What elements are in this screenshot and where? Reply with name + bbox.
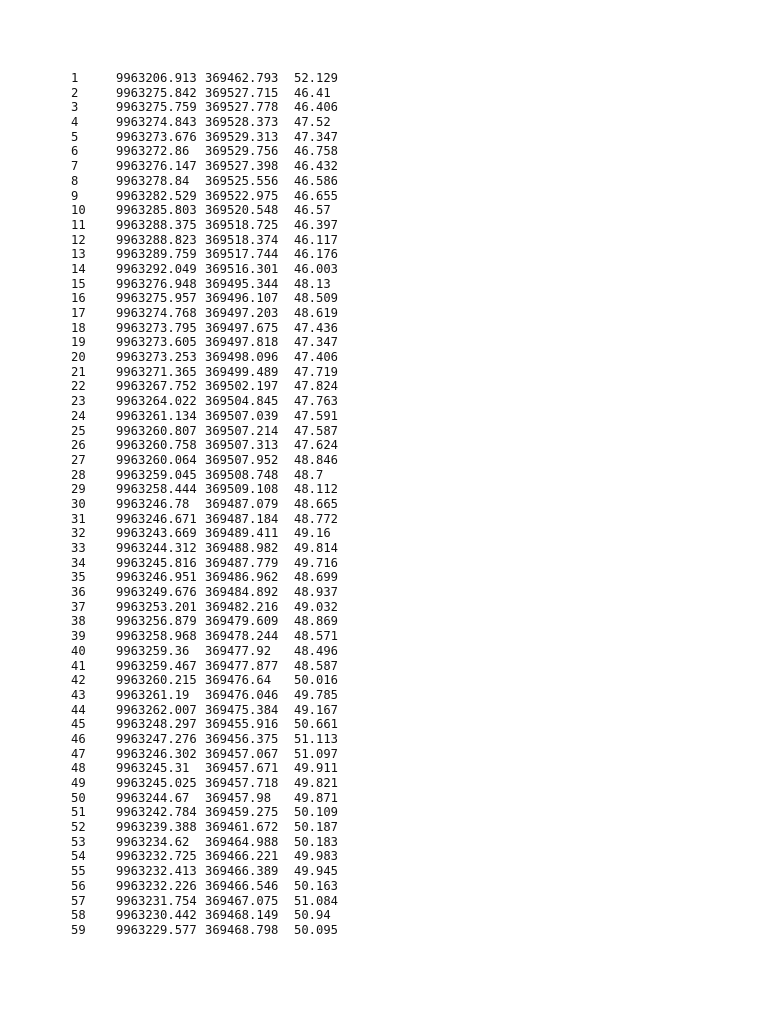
northing-cell: 9963230.442	[116, 908, 197, 923]
table-row	[71, 761, 354, 776]
easting-cell: 369517.744	[205, 247, 279, 262]
point-id-cell: 5	[71, 129, 79, 144]
elevation-cell: 51.084	[294, 893, 339, 908]
northing-cell: 9963258.444	[116, 482, 197, 497]
point-id-cell: 24	[71, 408, 86, 423]
point-id-cell: 28	[71, 467, 86, 482]
northing-cell: 9963231.754	[116, 893, 197, 908]
northing-cell: 9963273.253	[116, 350, 197, 365]
table-row	[71, 908, 354, 923]
elevation-cell: 49.814	[294, 541, 339, 555]
point-id-cell: 18	[71, 320, 86, 335]
elevation-cell: 47.587	[294, 423, 339, 438]
elevation-cell: 51.113	[294, 731, 339, 746]
table-row	[71, 262, 354, 277]
table-row	[71, 335, 354, 350]
table-row	[71, 879, 354, 894]
elevation-cell: 48.571	[294, 629, 339, 644]
easting-cell: 369522.975	[205, 188, 279, 203]
easting-cell: 369477.877	[205, 658, 279, 673]
elevation-cell: 46.003	[294, 261, 339, 276]
easting-cell: 369496.107	[205, 291, 279, 306]
northing-cell: 9963229.577	[116, 922, 197, 937]
elevation-cell: 50.661	[294, 717, 339, 732]
point-id-cell: 2	[71, 85, 79, 100]
northing-cell: 9963275.957	[116, 291, 197, 306]
elevation-cell: 47.436	[294, 320, 339, 335]
elevation-cell: 47.624	[294, 438, 339, 453]
easting-cell: 369507.214	[205, 423, 279, 438]
point-id-cell: 35	[71, 570, 86, 585]
point-id-cell: 19	[71, 335, 86, 350]
elevation-cell: 48.496	[294, 643, 339, 658]
table-row	[71, 233, 354, 248]
point-id-cell: 53	[71, 834, 86, 849]
table-row	[71, 703, 354, 718]
point-id-cell: 51	[71, 805, 86, 820]
elevation-cell: 46.117	[294, 232, 339, 247]
elevation-cell: 48.937	[294, 585, 339, 600]
elevation-cell: 48.699	[294, 570, 339, 585]
point-id-cell: 26	[71, 438, 86, 453]
table-row	[71, 644, 354, 659]
table-row	[71, 86, 354, 101]
point-id-cell: 29	[71, 482, 86, 497]
table-row	[71, 512, 354, 527]
point-id-cell: 38	[71, 614, 86, 629]
elevation-cell: 46.57	[294, 203, 331, 218]
northing-cell: 9963245.025	[116, 776, 197, 790]
point-id-cell: 17	[71, 306, 86, 320]
table-row	[71, 174, 354, 189]
northing-cell: 9963274.843	[116, 115, 197, 130]
elevation-cell: 48.587	[294, 658, 339, 673]
elevation-cell: 52.129	[294, 71, 339, 85]
elevation-cell: 51.097	[294, 746, 339, 761]
table-row	[71, 541, 354, 556]
northing-cell: 9963259.467	[116, 658, 197, 673]
easting-cell: 369504.845	[205, 394, 279, 409]
easting-cell: 369478.244	[205, 629, 279, 644]
northing-cell: 9963246.302	[116, 746, 197, 761]
elevation-cell: 49.871	[294, 790, 339, 805]
northing-cell: 9963276.948	[116, 276, 197, 291]
elevation-cell: 47.347	[294, 335, 339, 350]
easting-cell: 369461.672	[205, 820, 279, 835]
point-id-cell: 56	[71, 878, 86, 893]
northing-cell: 9963234.62	[116, 834, 190, 849]
table-row	[71, 189, 354, 204]
easting-cell: 369520.548	[205, 203, 279, 218]
northing-cell: 9963245.816	[116, 555, 197, 570]
table-row	[71, 482, 354, 497]
elevation-cell: 49.945	[294, 864, 339, 879]
table-row	[71, 453, 354, 468]
northing-cell: 9963258.968	[116, 629, 197, 644]
northing-cell: 9963246.951	[116, 570, 197, 585]
point-id-cell: 57	[71, 893, 86, 908]
northing-cell: 9963232.226	[116, 878, 197, 893]
elevation-cell: 48.846	[294, 452, 339, 467]
point-id-cell: 6	[71, 144, 79, 159]
point-id-cell: 33	[71, 541, 86, 555]
elevation-cell: 48.13	[294, 276, 331, 291]
northing-cell: 9963256.879	[116, 614, 197, 629]
northing-cell: 9963282.529	[116, 188, 197, 203]
easting-cell: 369528.373	[205, 115, 279, 130]
point-id-cell: 48	[71, 761, 86, 776]
table-row	[71, 600, 354, 615]
elevation-cell: 48.7	[294, 467, 324, 482]
table-row	[71, 321, 354, 336]
table-row	[71, 291, 354, 306]
table-row	[71, 776, 354, 791]
point-id-cell: 49	[71, 776, 86, 790]
northing-cell: 9963260.807	[116, 423, 197, 438]
easting-cell: 369507.039	[205, 408, 279, 423]
northing-cell: 9963232.725	[116, 849, 197, 864]
coordinate-table	[71, 71, 354, 938]
easting-cell: 369527.778	[205, 100, 279, 115]
easting-cell: 369497.203	[205, 306, 279, 320]
point-id-cell: 21	[71, 364, 86, 379]
northing-cell: 9963206.913	[116, 71, 197, 85]
easting-cell: 369466.546	[205, 878, 279, 893]
elevation-cell: 49.167	[294, 702, 339, 717]
table-row	[71, 203, 354, 218]
table-row	[71, 894, 354, 909]
elevation-cell: 48.509	[294, 291, 339, 306]
easting-cell: 369482.216	[205, 599, 279, 614]
easting-cell: 369457.98	[205, 790, 272, 805]
table-row	[71, 394, 354, 409]
northing-cell: 9963248.297	[116, 717, 197, 732]
easting-cell: 369516.301	[205, 261, 279, 276]
northing-cell: 9963273.605	[116, 335, 197, 350]
point-id-cell: 46	[71, 731, 86, 746]
point-id-cell: 59	[71, 922, 86, 937]
table-row	[71, 306, 354, 321]
easting-cell: 369459.275	[205, 805, 279, 820]
table-row	[71, 923, 354, 938]
elevation-cell: 50.109	[294, 805, 339, 820]
point-id-cell: 15	[71, 276, 86, 291]
easting-cell: 369527.715	[205, 85, 279, 100]
elevation-cell: 50.94	[294, 908, 331, 923]
table-row	[71, 732, 354, 747]
table-row	[71, 424, 354, 439]
northing-cell: 9963253.201	[116, 599, 197, 614]
easting-cell: 369509.108	[205, 482, 279, 497]
table-row	[71, 247, 354, 262]
easting-cell: 369502.197	[205, 379, 279, 394]
easting-cell: 369507.952	[205, 452, 279, 467]
easting-cell: 369466.221	[205, 849, 279, 864]
elevation-cell: 49.716	[294, 555, 339, 570]
point-id-cell: 32	[71, 526, 86, 541]
northing-cell: 9963260.215	[116, 673, 197, 688]
northing-cell: 9963289.759	[116, 247, 197, 262]
elevation-cell: 47.591	[294, 408, 339, 423]
northing-cell: 9963292.049	[116, 261, 197, 276]
easting-cell: 369466.389	[205, 864, 279, 879]
table-row	[71, 100, 354, 115]
easting-cell: 369457.718	[205, 776, 279, 790]
table-row	[71, 130, 354, 145]
northing-cell: 9963275.759	[116, 100, 197, 115]
elevation-cell: 46.406	[294, 100, 339, 115]
point-id-cell: 31	[71, 511, 86, 526]
easting-cell: 369457.671	[205, 761, 279, 776]
elevation-cell: 48.112	[294, 482, 339, 497]
northing-cell: 9963249.676	[116, 585, 197, 600]
point-id-cell: 16	[71, 291, 86, 306]
easting-cell: 369457.067	[205, 746, 279, 761]
table-row	[71, 468, 354, 483]
table-row	[71, 497, 354, 512]
northing-cell: 9963264.022	[116, 394, 197, 409]
point-id-cell: 55	[71, 864, 86, 879]
point-id-cell: 36	[71, 585, 86, 600]
easting-cell: 369484.892	[205, 585, 279, 600]
easting-cell: 369497.818	[205, 335, 279, 350]
table-row	[71, 585, 354, 600]
easting-cell: 369476.046	[205, 687, 279, 702]
elevation-cell: 48.772	[294, 511, 339, 526]
point-id-cell: 37	[71, 599, 86, 614]
point-id-cell: 47	[71, 746, 86, 761]
table-row	[71, 350, 354, 365]
northing-cell: 9963261.19	[116, 687, 190, 702]
elevation-cell: 46.432	[294, 159, 339, 174]
table-row	[71, 526, 354, 541]
table-row	[71, 144, 354, 159]
point-id-cell: 4	[71, 115, 79, 130]
easting-cell: 369529.756	[205, 144, 279, 159]
table-row	[71, 379, 354, 394]
easting-cell: 369518.725	[205, 217, 279, 232]
elevation-cell: 46.176	[294, 247, 339, 262]
northing-cell: 9963242.784	[116, 805, 197, 820]
elevation-cell: 50.183	[294, 834, 339, 849]
northing-cell: 9963259.36	[116, 643, 190, 658]
easting-cell: 369489.411	[205, 526, 279, 541]
point-id-cell: 14	[71, 261, 86, 276]
point-id-cell: 13	[71, 247, 86, 262]
easting-cell: 369507.313	[205, 438, 279, 453]
northing-cell: 9963262.007	[116, 702, 197, 717]
easting-cell: 369468.149	[205, 908, 279, 923]
northing-cell: 9963232.413	[116, 864, 197, 879]
point-id-cell: 39	[71, 629, 86, 644]
table-row	[71, 556, 354, 571]
point-id-cell: 50	[71, 790, 86, 805]
easting-cell: 369486.962	[205, 570, 279, 585]
northing-cell: 9963261.134	[116, 408, 197, 423]
point-id-cell: 22	[71, 379, 86, 394]
easting-cell: 369487.079	[205, 496, 279, 511]
easting-cell: 369455.916	[205, 717, 279, 732]
easting-cell: 369499.489	[205, 364, 279, 379]
northing-cell: 9963245.31	[116, 761, 190, 776]
elevation-cell: 46.758	[294, 144, 339, 159]
point-id-cell: 23	[71, 394, 86, 409]
table-row	[71, 805, 354, 820]
easting-cell: 369495.344	[205, 276, 279, 291]
point-id-cell: 44	[71, 702, 86, 717]
table-row	[71, 864, 354, 879]
point-id-cell: 34	[71, 555, 86, 570]
easting-cell: 369479.609	[205, 614, 279, 629]
elevation-cell: 47.347	[294, 129, 339, 144]
northing-cell: 9963278.84	[116, 173, 190, 188]
point-id-cell: 52	[71, 820, 86, 835]
point-id-cell: 20	[71, 350, 86, 365]
easting-cell: 369488.982	[205, 541, 279, 555]
easting-cell: 369462.793	[205, 71, 279, 85]
table-row	[71, 409, 354, 424]
northing-cell: 9963288.823	[116, 232, 197, 247]
table-row	[71, 159, 354, 174]
elevation-cell: 50.095	[294, 922, 339, 937]
table-row	[71, 438, 354, 453]
easting-cell: 369467.075	[205, 893, 279, 908]
elevation-cell: 49.785	[294, 687, 339, 702]
northing-cell: 9963273.676	[116, 129, 197, 144]
table-row	[71, 218, 354, 233]
elevation-cell: 47.719	[294, 364, 339, 379]
northing-cell: 9963246.78	[116, 496, 190, 511]
northing-cell: 9963259.045	[116, 467, 197, 482]
northing-cell: 9963271.365	[116, 364, 197, 379]
table-row	[71, 570, 354, 585]
point-id-cell: 45	[71, 717, 86, 732]
table-row	[71, 688, 354, 703]
table-row	[71, 614, 354, 629]
northing-cell: 9963260.758	[116, 438, 197, 453]
elevation-cell: 49.032	[294, 599, 339, 614]
northing-cell: 9963285.803	[116, 203, 197, 218]
table-row	[71, 659, 354, 674]
point-id-cell: 8	[71, 173, 79, 188]
easting-cell: 369476.64	[205, 673, 272, 688]
northing-cell: 9963272.86	[116, 144, 190, 159]
easting-cell: 369475.384	[205, 702, 279, 717]
point-id-cell: 43	[71, 687, 86, 702]
table-row	[71, 849, 354, 864]
elevation-cell: 49.911	[294, 761, 339, 776]
easting-cell: 369456.375	[205, 731, 279, 746]
point-id-cell: 30	[71, 496, 86, 511]
northing-cell: 9963239.388	[116, 820, 197, 835]
table-row	[71, 835, 354, 850]
elevation-cell: 46.397	[294, 217, 339, 232]
northing-cell: 9963267.752	[116, 379, 197, 394]
table-row	[71, 277, 354, 292]
easting-cell: 369487.184	[205, 511, 279, 526]
northing-cell: 9963244.67	[116, 790, 190, 805]
table-row	[71, 820, 354, 835]
easting-cell: 369508.748	[205, 467, 279, 482]
northing-cell: 9963243.669	[116, 526, 197, 541]
northing-cell: 9963275.842	[116, 85, 197, 100]
northing-cell: 9963246.671	[116, 511, 197, 526]
easting-cell: 369477.92	[205, 643, 272, 658]
easting-cell: 369498.096	[205, 350, 279, 365]
elevation-cell: 47.52	[294, 115, 331, 130]
northing-cell: 9963244.312	[116, 541, 197, 555]
easting-cell: 369525.556	[205, 173, 279, 188]
point-id-cell: 40	[71, 643, 86, 658]
elevation-cell: 46.41	[294, 85, 331, 100]
table-row	[71, 673, 354, 688]
easting-cell: 369468.798	[205, 922, 279, 937]
northing-cell: 9963247.276	[116, 731, 197, 746]
point-id-cell: 9	[71, 188, 79, 203]
elevation-cell: 46.655	[294, 188, 339, 203]
point-id-cell: 54	[71, 849, 86, 864]
elevation-cell: 49.983	[294, 849, 339, 864]
elevation-cell: 50.187	[294, 820, 339, 835]
point-id-cell: 12	[71, 232, 86, 247]
elevation-cell: 50.016	[294, 673, 339, 688]
northing-cell: 9963274.768	[116, 306, 197, 320]
elevation-cell: 47.406	[294, 350, 339, 365]
point-id-cell: 1	[71, 71, 79, 85]
point-id-cell: 58	[71, 908, 86, 923]
easting-cell: 369487.779	[205, 555, 279, 570]
point-id-cell: 7	[71, 159, 79, 174]
table-row	[71, 365, 354, 380]
northing-cell: 9963276.147	[116, 159, 197, 174]
elevation-cell: 46.586	[294, 173, 339, 188]
point-id-cell: 10	[71, 203, 86, 218]
table-row	[71, 747, 354, 762]
point-id-cell: 27	[71, 452, 86, 467]
elevation-cell: 48.665	[294, 496, 339, 511]
easting-cell: 369529.313	[205, 129, 279, 144]
point-id-cell: 41	[71, 658, 86, 673]
elevation-cell: 48.619	[294, 306, 339, 320]
point-id-cell: 42	[71, 673, 86, 688]
point-id-cell: 3	[71, 100, 79, 115]
easting-cell: 369518.374	[205, 232, 279, 247]
table-row	[71, 71, 354, 86]
point-id-cell: 11	[71, 217, 86, 232]
elevation-cell: 50.163	[294, 878, 339, 893]
point-id-cell: 25	[71, 423, 86, 438]
table-row	[71, 717, 354, 732]
northing-cell: 9963288.375	[116, 217, 197, 232]
elevation-cell: 47.763	[294, 394, 339, 409]
elevation-cell: 49.16	[294, 526, 331, 541]
table-row	[71, 791, 354, 806]
elevation-cell: 49.821	[294, 776, 339, 790]
elevation-cell: 48.869	[294, 614, 339, 629]
northing-cell: 9963260.064	[116, 452, 197, 467]
elevation-cell: 47.824	[294, 379, 339, 394]
easting-cell: 369527.398	[205, 159, 279, 174]
easting-cell: 369497.675	[205, 320, 279, 335]
easting-cell: 369464.988	[205, 834, 279, 849]
table-row	[71, 629, 354, 644]
northing-cell: 9963273.795	[116, 320, 197, 335]
table-row	[71, 115, 354, 130]
